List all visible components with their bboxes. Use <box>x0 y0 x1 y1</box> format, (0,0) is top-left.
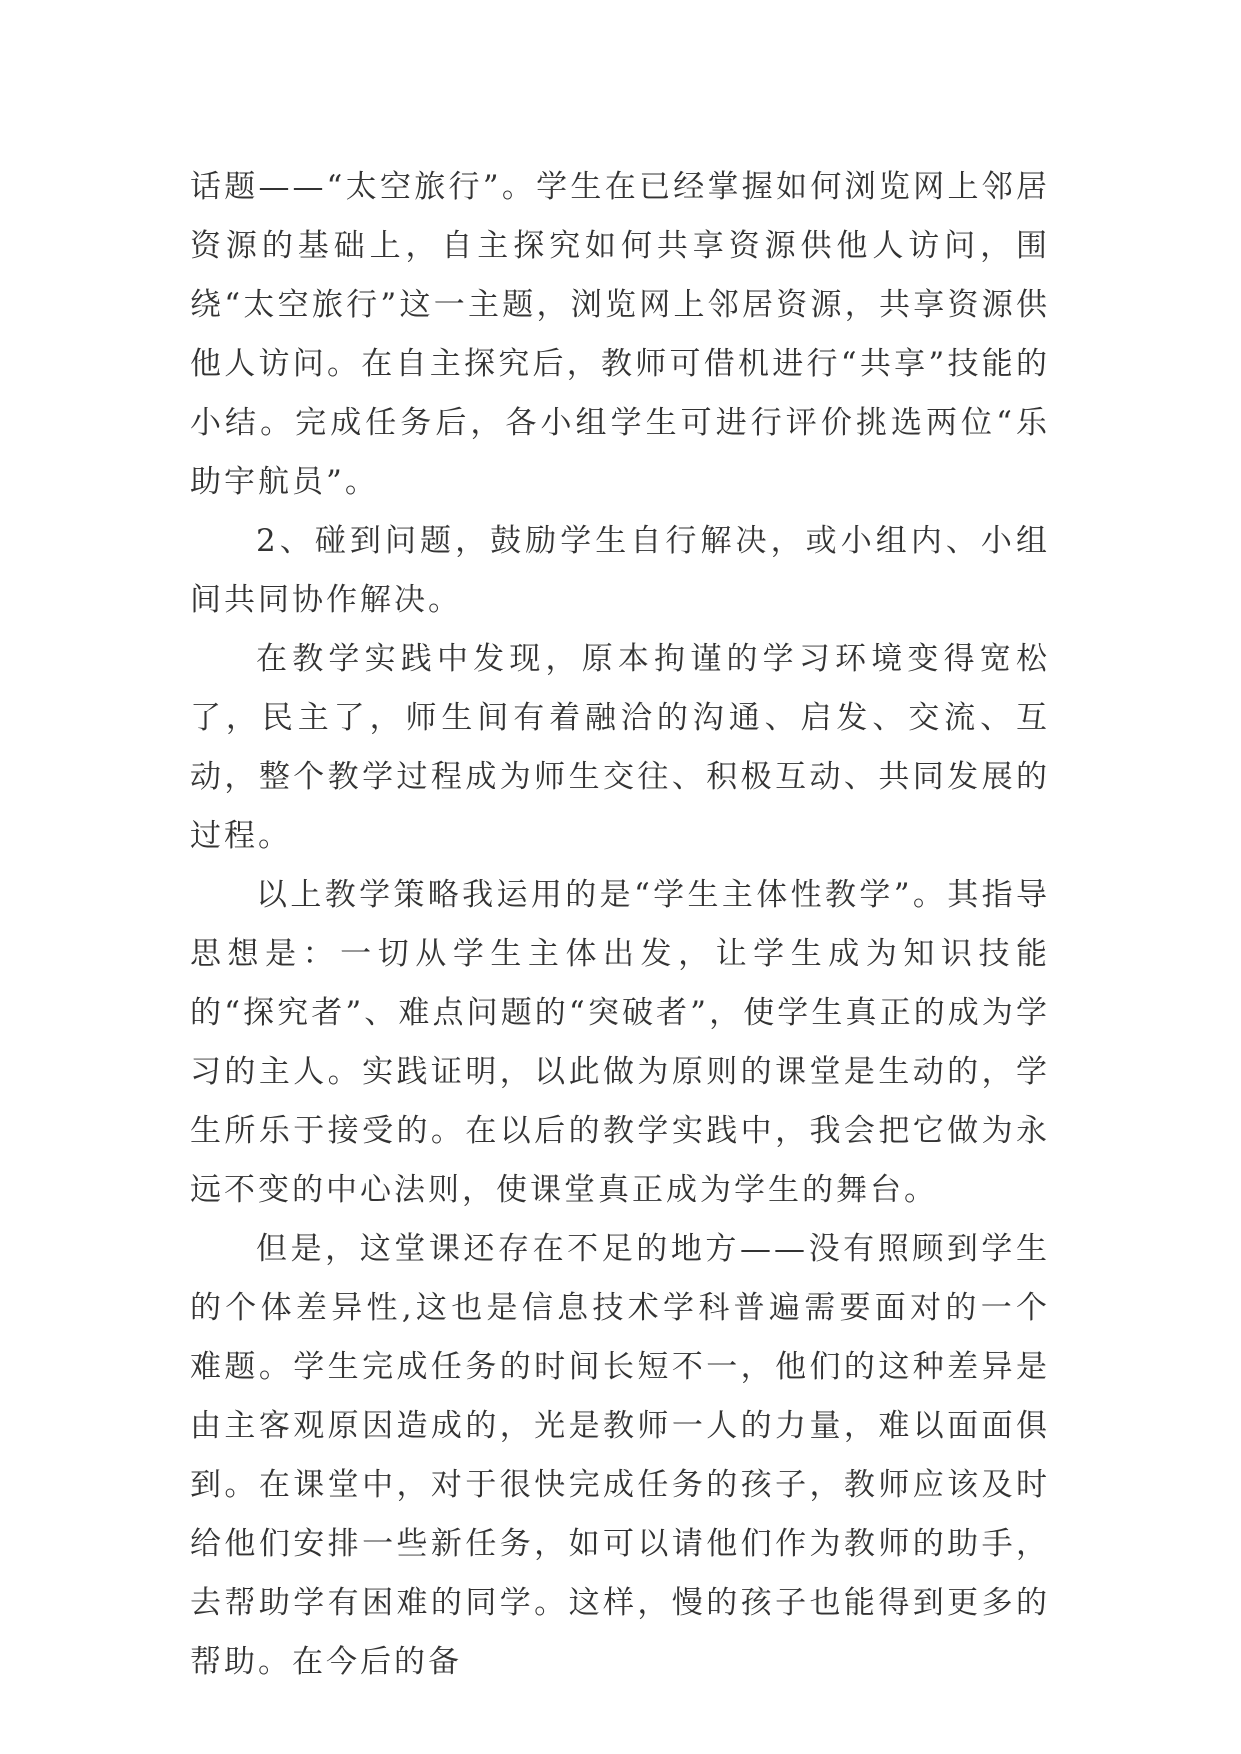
document-body <box>190 158 1050 1692</box>
paragraph-continuation: 话题——“太空旅行”。学生在已经掌握如何浏览网上邻居资源的基础上，自主探究如何共享资源供他人访问，围绕“太空旅行”这一主题，浏览网上邻居资源，共享资源供他人访问。在自主探究后，教师可借机进行“共享”技能的小结。完成任务后，各小组学生可进行评价挑选两位“乐助宇航员”。 <box>190 169 1050 500</box>
paragraph-practice-findings: 在教学实践中发现，原本拘谨的学习环境变得宽松了，民主了，师生间有着融洽的沟通、启发、交流、互动，整个教学过程成为师生交往、积极互动、共同发展的过程。 <box>190 641 1050 854</box>
paragraph-point-2: 2、碰到问题，鼓励学生自行解决，或小组内、小组间共同协作解决。 <box>190 523 1050 618</box>
paragraph-teaching-strategy: 以上教学策略我运用的是“学生主体性教学”。其指导思想是：一切从学生主体出发，让学生成为知识技能的“探究者”、难点问题的“突破者”，使学生真正的成为学习的主人。实践证明，以此做为原则的课堂是生动的，学生所乐于接受的。在以后的教学实践中，我会把它做为永远不变的中心法则，使课堂真正成为学生的舞台。 <box>190 877 1050 1208</box>
paragraph-shortcomings: 但是，这堂课还存在不足的地方——没有照顾到学生的个体差异性,这也是信息技术学科普遍需要面对的一个难题。学生完成任务的时间长短不一，他们的这种差异是由主客观原因造成的，光是教师一人的力量，难以面面俱到。在课堂中，对于很快完成任务的孩子，教师应该及时给他们安排一些新任务，如可以请他们作为教师的助手，去帮助学有困难的同学。这样，慢的孩子也能得到更多的帮助。在今后的备 <box>190 1231 1050 1680</box>
